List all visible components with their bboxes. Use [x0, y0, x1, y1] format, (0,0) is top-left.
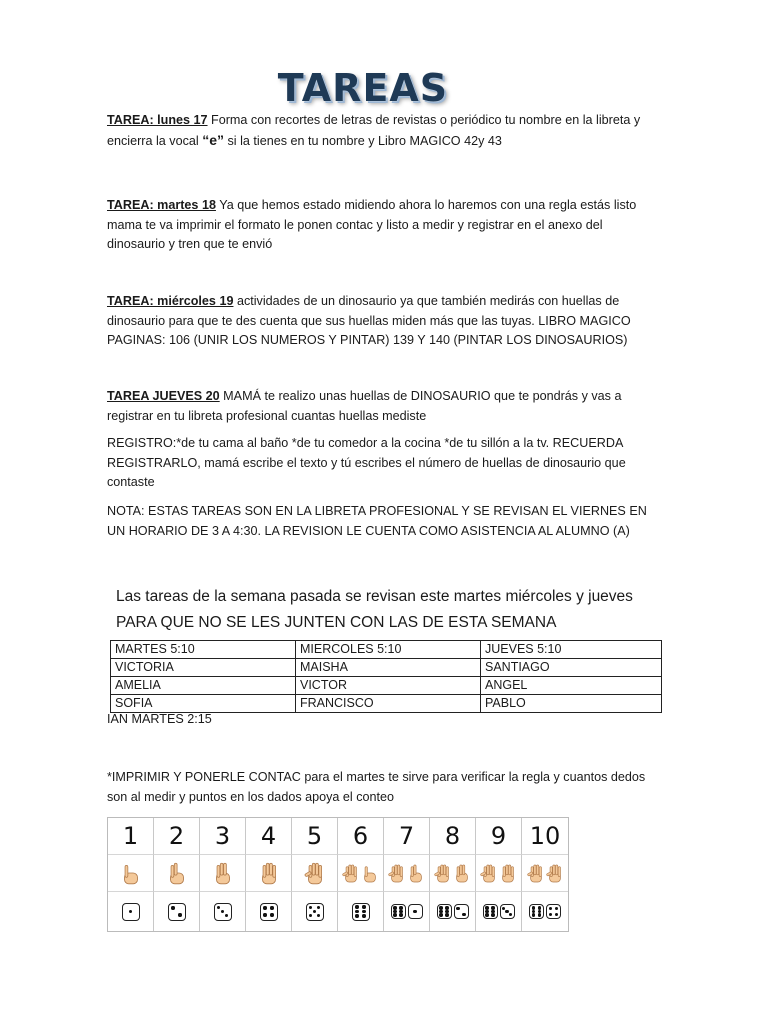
chart-fingers — [430, 855, 476, 892]
die-pip — [362, 910, 365, 913]
hand-icon — [304, 860, 326, 886]
table-row — [111, 677, 662, 695]
die-pip — [217, 906, 220, 909]
chart-number: 4 — [246, 818, 292, 855]
task-tuesday — [107, 196, 663, 255]
die-pip — [355, 914, 358, 917]
chart-number: 5 — [292, 818, 338, 855]
chart-dice — [292, 892, 338, 931]
hand-icon — [453, 862, 471, 884]
die-icon — [391, 904, 406, 919]
die-pip — [178, 913, 181, 916]
chart-dice — [154, 892, 200, 931]
die-pip — [555, 913, 558, 916]
die-pip — [362, 905, 365, 908]
die-pip — [317, 906, 320, 909]
die-pip — [221, 910, 224, 913]
page-title: TAREAS — [277, 66, 449, 110]
task-monday-emphasis: “e” — [202, 131, 224, 148]
die-pip — [309, 914, 312, 917]
table-cell: MAISHA — [296, 659, 481, 677]
task-wednesday-label: TAREA: miércoles 19 — [107, 294, 234, 308]
table-row — [111, 641, 662, 659]
die-icon — [122, 903, 140, 921]
die-pip — [532, 913, 535, 916]
chart-number: 6 — [338, 818, 384, 855]
chart-dice — [200, 892, 246, 931]
chart-dice — [246, 892, 292, 931]
table-row — [111, 695, 662, 713]
die-pip — [263, 906, 266, 909]
hand-icon — [166, 860, 188, 886]
die-pip — [505, 910, 508, 913]
die-icon — [546, 904, 561, 919]
die-pip — [317, 914, 320, 917]
die-pip — [129, 910, 132, 913]
die-pip — [485, 913, 488, 916]
task-tuesday-text: Ya que hemos estado midiendo ahora lo haremos con una regla estás listo mama te va imprimir el formato le ponen contac y listo a medir y registrar en el anexo del dinosaurio y tren que te envió — [107, 198, 637, 251]
task-thursday — [107, 387, 663, 426]
chart-fingers — [154, 855, 200, 892]
die-pip — [270, 906, 273, 909]
chart-fingers — [246, 855, 292, 892]
chart-number: 1 — [108, 818, 154, 855]
die-icon — [500, 904, 515, 919]
die-pip — [225, 914, 228, 917]
table-cell: VICTOR — [296, 677, 481, 695]
die-pip — [549, 913, 552, 916]
table-cell: SOFIA — [111, 695, 296, 713]
hand-icon — [499, 862, 517, 884]
chart-number: 3 — [200, 818, 246, 855]
die-icon — [454, 904, 469, 919]
die-pip — [313, 910, 316, 913]
hand-icon — [527, 862, 545, 884]
chart-number: 10 — [522, 818, 568, 855]
die-pip — [270, 913, 273, 916]
table-cell: FRANCISCO — [296, 695, 481, 713]
die-pip — [462, 913, 465, 916]
chart-fingers — [522, 855, 568, 892]
die-pip — [538, 913, 541, 916]
die-pip — [555, 907, 558, 910]
die-pip — [456, 907, 459, 910]
table-cell: PABLO — [481, 695, 662, 713]
table-cell: SANTIAGO — [481, 659, 662, 677]
die-icon — [214, 903, 232, 921]
chart-dice — [522, 892, 568, 931]
die-pip — [393, 913, 396, 916]
hand-icon — [480, 862, 498, 884]
chart-number: 7 — [384, 818, 430, 855]
chart-dice — [338, 892, 384, 931]
chart-fingers — [200, 855, 246, 892]
chart-dice — [476, 892, 522, 931]
die-icon — [352, 903, 370, 921]
die-icon — [483, 904, 498, 919]
table-cell: VICTORIA — [111, 659, 296, 677]
chart-fingers — [292, 855, 338, 892]
die-pip — [309, 906, 312, 909]
table-cell: ANGEL — [481, 677, 662, 695]
ian-schedule-note: IAN MARTES 2:15 — [107, 712, 212, 726]
chart-fingers — [476, 855, 522, 892]
notice-line-2: PARA QUE NO SE LES JUNTEN CON LAS DE ESTA SEMANA — [116, 614, 557, 631]
chart-fingers — [338, 855, 384, 892]
counting-chart — [107, 817, 569, 932]
task-monday-text-b: si la tienes en tu nombre y Libro MAGICO 42y 43 — [224, 133, 502, 148]
chart-fingers — [108, 855, 154, 892]
task-monday-label: TAREA: lunes 17 — [107, 113, 208, 127]
chart-fingers — [384, 855, 430, 892]
table-row — [111, 659, 662, 677]
nota-text: NOTA: ESTAS TAREAS SON EN LA LIBRETA PROFESIONAL Y SE REVISAN EL VIERNES EN UN HORARIO DE 3 A 4:30. LA REVISION LE CUENTA COMO ASISTENCIA AL ALUMNO (A) — [107, 504, 647, 538]
task-monday-text-a: Forma con recortes de letras de revistas o periódico tu nombre en la libreta y encierra la vocal — [107, 113, 641, 148]
die-pip — [399, 913, 402, 916]
hand-icon — [546, 862, 564, 884]
die-pip — [491, 913, 494, 916]
task-thursday-label: TAREA JUEVES 20 — [107, 389, 220, 403]
table-cell: MIERCOLES 5:10 — [296, 641, 481, 659]
hand-icon — [342, 862, 360, 884]
die-pip — [263, 913, 266, 916]
die-pip — [439, 913, 442, 916]
table-cell: JUEVES 5:10 — [481, 641, 662, 659]
print-instruction: *IMPRIMIR Y PONERLE CONTAC para el martes te sirve para verificar la regla y cuantos dedos son al medir y puntos en los dados apoya el conteo — [107, 770, 646, 804]
die-icon — [408, 904, 423, 919]
hand-icon — [258, 860, 280, 886]
chart-number: 8 — [430, 818, 476, 855]
task-wednesday-text: actividades de un dinosaurio ya que también medirás con huellas de dinosaurio para que te des cuenta que sus huellas miden más que las tuyas. LIBRO MAGICO PAGINAS: 106 (UNIR LOS NUMEROS Y PINTAR) 139 Y 140 (PINTAR LOS DINOSAURIOS) — [107, 294, 631, 347]
chart-dice — [430, 892, 476, 931]
table-cell: MARTES 5:10 — [111, 641, 296, 659]
die-pip — [362, 914, 365, 917]
hand-icon — [388, 862, 406, 884]
chart-number: 9 — [476, 818, 522, 855]
die-icon — [168, 903, 186, 921]
task-tuesday-label: TAREA: martes 18 — [107, 198, 216, 212]
task-monday — [107, 111, 663, 151]
chart-dice — [108, 892, 154, 931]
notice-line-1: Las tareas de la semana pasada se revisan este martes miércoles y jueves — [116, 588, 633, 605]
table-cell: AMELIA — [111, 677, 296, 695]
die-pip — [413, 910, 416, 913]
die-pip — [355, 910, 358, 913]
chart-number: 2 — [154, 818, 200, 855]
task-thursday-text: MAMÁ te realizo unas huellas de DINOSAURIO que te pondrás y vas a registrar en tu libreta profesional cuantas huellas mediste — [107, 389, 622, 423]
registro-text: REGISTRO:*de tu cama al baño *de tu comedor a la cocina *de tu sillón a la tv. RECUERDA REGISTRARLO, mamá escribe el texto y tú escribes el número de huellas de dinosaurio que contaste — [107, 436, 626, 489]
hand-icon — [434, 862, 452, 884]
review-schedule-table — [110, 640, 662, 713]
task-wednesday — [107, 292, 663, 351]
die-pip — [445, 913, 448, 916]
die-pip — [549, 907, 552, 910]
die-pip — [509, 913, 512, 916]
hand-icon — [407, 862, 425, 884]
die-icon — [529, 904, 544, 919]
die-icon — [306, 903, 324, 921]
die-pip — [355, 905, 358, 908]
chart-dice — [384, 892, 430, 931]
die-icon — [260, 903, 278, 921]
hand-icon — [361, 862, 379, 884]
hand-icon — [212, 860, 234, 886]
die-icon — [437, 904, 452, 919]
die-pip — [171, 906, 174, 909]
hand-icon — [120, 860, 142, 886]
